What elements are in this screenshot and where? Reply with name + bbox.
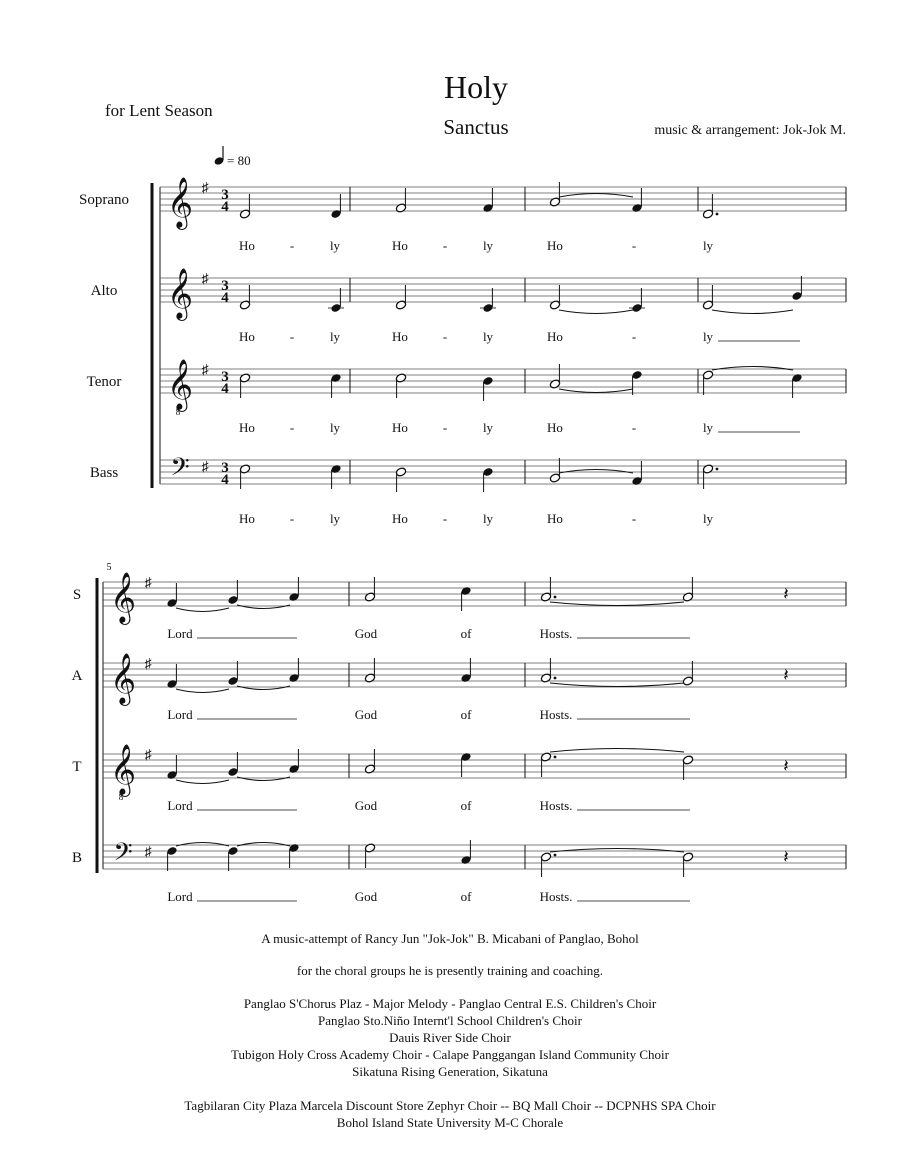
lyric-syllable: Ho (547, 238, 563, 253)
lyric-syllable: ly (482, 420, 494, 435)
tie-slur (237, 605, 290, 609)
time-signature-top: 3 (221, 187, 229, 203)
choir-name: Tagbilaran City Plaza Marcela Discount Store Zephyr Choir -- BQ Mall Choir -- DCPNHS SPA Choir (184, 1098, 716, 1113)
lyric-syllable: God (354, 889, 378, 904)
lyric-syllable: Hosts. (539, 889, 573, 904)
staff-alto (91, 269, 846, 344)
note (166, 664, 178, 689)
tie-slur (550, 602, 684, 606)
tie-slur (559, 470, 633, 474)
lyric-syllable: - (289, 511, 295, 526)
lyric-syllable: ly (702, 329, 714, 344)
staff-label: Alto (90, 283, 118, 299)
lyric-syllable: God (354, 707, 378, 722)
staff-s (73, 573, 846, 641)
note (482, 188, 494, 213)
time-signature-bottom: 4 (221, 290, 229, 306)
lyric-syllable: Ho (392, 511, 408, 526)
staff-label: Soprano (79, 192, 129, 208)
staff-soprano (79, 178, 846, 253)
lyric-syllable: Hosts. (539, 707, 573, 722)
note (166, 846, 178, 871)
note (227, 580, 239, 605)
lyric-syllable: - (289, 329, 295, 344)
lyric-syllable: - (631, 329, 637, 344)
choir-list (0, 995, 900, 1080)
tie-slur (176, 608, 229, 612)
quarter-rest-icon: 𝄽 (783, 665, 789, 685)
score-systems (72, 178, 846, 904)
note (791, 373, 803, 398)
lyric-syllable: Lord (167, 707, 193, 722)
note (288, 843, 300, 868)
note (540, 852, 556, 877)
tempo-value: = 80 (227, 153, 251, 168)
note (288, 749, 300, 774)
staff-tenor (87, 360, 846, 435)
note (364, 843, 376, 868)
tie-slur (712, 310, 793, 314)
lyric-syllable: Ho (239, 329, 255, 344)
bass-clef-icon: 𝄢 (170, 454, 190, 487)
note (330, 194, 342, 219)
lyric-syllable: - (442, 238, 448, 253)
tie-slur (550, 683, 684, 687)
sharp-icon: ♯ (144, 748, 152, 763)
time-signature-bottom: 4 (221, 199, 229, 215)
lyric-syllable: Ho (547, 329, 563, 344)
tempo-marking (213, 146, 250, 168)
tie-slur (559, 389, 633, 393)
lyric-syllable: of (460, 626, 472, 641)
note (227, 846, 239, 871)
augmentation-dot (554, 756, 557, 759)
lyric-syllable: - (631, 511, 637, 526)
quarter-rest-icon: 𝄽 (783, 584, 789, 604)
treble-clef-icon: 𝄞 (109, 573, 137, 622)
lyric-syllable: ly (482, 329, 494, 344)
choir-list-2 (0, 1097, 900, 1131)
lyric-syllable: God (354, 626, 378, 641)
tie-slur (559, 310, 633, 314)
lyric-syllable: of (460, 707, 472, 722)
note (395, 285, 407, 310)
lyric-syllable: God (354, 798, 378, 813)
tie-slur (237, 777, 290, 781)
note (227, 661, 239, 686)
lyric-syllable: - (631, 238, 637, 253)
tie-slur (237, 686, 290, 690)
note (480, 288, 496, 313)
note (239, 464, 251, 489)
tie-slur (176, 780, 229, 784)
tie-slur (550, 749, 684, 753)
treble-clef-icon: 𝄞 (166, 360, 194, 409)
staff-label: B (71, 850, 83, 866)
note (166, 755, 178, 780)
lyric-syllable: Ho (239, 238, 255, 253)
note (629, 288, 645, 313)
choir-name: Sikatuna Rising Generation, Sikatuna (352, 1064, 548, 1079)
note (682, 852, 694, 877)
note (631, 188, 643, 213)
time-signature-bottom: 4 (221, 472, 229, 488)
note (239, 373, 251, 398)
system (79, 178, 846, 526)
lyric-syllable: Ho (392, 420, 408, 435)
staff-label: Tenor (86, 374, 122, 390)
sharp-icon: ♯ (144, 657, 152, 672)
note (482, 376, 494, 401)
lyric-syllable: ly (702, 420, 714, 435)
note (239, 194, 251, 219)
sharp-icon: ♯ (201, 181, 209, 196)
note (631, 461, 643, 486)
note (364, 749, 376, 774)
lyric-syllable: of (460, 798, 472, 813)
piece-subtitle: Sanctus (443, 115, 509, 139)
system (72, 562, 846, 904)
note (288, 577, 300, 602)
note (549, 458, 561, 483)
tie-slur (550, 849, 684, 853)
time-signature-top: 3 (221, 460, 229, 476)
dedication-text: for Lent Season (105, 101, 213, 120)
staff-b (72, 839, 846, 904)
note (631, 370, 643, 395)
lyric-syllable: Ho (392, 329, 408, 344)
tie-slur (237, 843, 290, 847)
sharp-icon: ♯ (201, 272, 209, 287)
lyric-syllable: Hosts. (539, 798, 573, 813)
lyric-syllable: Lord (167, 889, 193, 904)
lyric-syllable: ly (329, 329, 341, 344)
choir-name: Tubigon Holy Cross Academy Choir - Calape Panggangan Island Community Choir (231, 1047, 669, 1062)
note (702, 285, 714, 310)
training-note: for the choral groups he is presently training and coaching. (296, 963, 604, 978)
lyric-syllable: Ho (392, 238, 408, 253)
staff-label: S (72, 587, 82, 603)
treble-clef-icon: 𝄞 (166, 178, 194, 227)
note (227, 752, 239, 777)
lyric-syllable: - (289, 420, 295, 435)
lyric-syllable: - (631, 420, 637, 435)
sharp-icon: ♯ (201, 460, 209, 475)
note (791, 276, 803, 301)
octave-marker: 8 (118, 792, 124, 802)
lyric-syllable: - (442, 420, 448, 435)
augmentation-dot (554, 854, 557, 857)
choir-name: Panglao S'Chorus Plaz - Major Melody - Panglao Central E.S. Children's Choir (243, 996, 657, 1011)
note (288, 658, 300, 683)
treble-clef-icon: 𝄞 (109, 654, 137, 703)
lyric-syllable: Ho (239, 511, 255, 526)
augmentation-dot (716, 468, 719, 471)
note (549, 285, 561, 310)
lyric-syllable: Ho (239, 420, 255, 435)
composer-credit: music & arrangement: Jok-Jok M. (654, 123, 846, 138)
lyric-syllable: of (460, 889, 472, 904)
note (482, 467, 494, 492)
attribution-line: A music-attempt of Rancy Jun "Jok-Jok" B. Micabani of Panglao, Bohol (261, 931, 639, 946)
bass-clef-icon: 𝄢 (113, 839, 133, 872)
lyric-syllable: - (442, 329, 448, 344)
note (682, 755, 694, 780)
lyric-syllable: ly (329, 511, 341, 526)
note (330, 464, 342, 489)
note (395, 188, 407, 213)
note (702, 464, 718, 489)
lyric-syllable: Lord (167, 798, 193, 813)
lyric-syllable: Ho (547, 511, 563, 526)
lyric-syllable: Ho (547, 420, 563, 435)
treble-clef-icon: 𝄞 (109, 745, 137, 794)
note (460, 586, 472, 611)
choir-name: Dauis River Side Choir (389, 1030, 511, 1045)
staff-t (72, 745, 846, 813)
note (364, 577, 376, 602)
lyric-syllable: ly (482, 511, 494, 526)
staff-a (72, 654, 846, 722)
measure-number: 5 (106, 562, 112, 573)
lyric-syllable: - (289, 238, 295, 253)
sharp-icon: ♯ (144, 576, 152, 591)
note (395, 373, 407, 398)
note (682, 577, 694, 602)
octave-marker: 8 (175, 407, 181, 417)
staff-bass (90, 454, 846, 526)
lyric-syllable: ly (702, 238, 714, 253)
note (540, 752, 556, 777)
lyric-syllable: ly (482, 238, 494, 253)
augmentation-dot (716, 213, 719, 216)
note (549, 182, 561, 207)
note (702, 370, 714, 395)
note (549, 364, 561, 389)
augmentation-dot (554, 596, 557, 599)
note (395, 467, 407, 492)
lyric-syllable: ly (329, 238, 341, 253)
tie-slur (176, 843, 229, 847)
augmentation-dot (554, 677, 557, 680)
note (682, 661, 694, 686)
choir-name: Panglao Sto.Niño Internt'l School Children's Choir (318, 1013, 582, 1028)
quarter-rest-icon: 𝄽 (783, 756, 789, 776)
tie-slur (559, 194, 633, 198)
lyric-syllable: Lord (167, 626, 193, 641)
sharp-icon: ♯ (201, 363, 209, 378)
note (166, 583, 178, 608)
tie-slur (712, 367, 793, 371)
quarter-rest-icon: 𝄽 (783, 847, 789, 867)
staff-label: Bass (89, 465, 119, 481)
note (364, 658, 376, 683)
lyric-syllable: - (442, 511, 448, 526)
piece-title: Holy (444, 69, 508, 105)
time-signature-bottom: 4 (221, 381, 229, 397)
note (330, 373, 342, 398)
lyric-syllable: ly (329, 420, 341, 435)
note (460, 752, 472, 777)
note (540, 577, 556, 602)
note (540, 658, 556, 683)
lyric-syllable: Hosts. (539, 626, 573, 641)
lyric-syllable: ly (702, 511, 714, 526)
time-signature-top: 3 (221, 369, 229, 385)
choir-name: Bohol Island State University M-C Chorale (336, 1115, 564, 1130)
note (239, 285, 251, 310)
treble-clef-icon: 𝄞 (166, 269, 194, 318)
staff-label: A (71, 668, 83, 684)
time-signature-top: 3 (221, 278, 229, 294)
note (460, 658, 472, 683)
tie-slur (176, 689, 229, 693)
note (702, 194, 718, 219)
note (328, 288, 344, 313)
sharp-icon: ♯ (144, 845, 152, 860)
note (460, 840, 472, 865)
staff-label: T (72, 759, 82, 775)
